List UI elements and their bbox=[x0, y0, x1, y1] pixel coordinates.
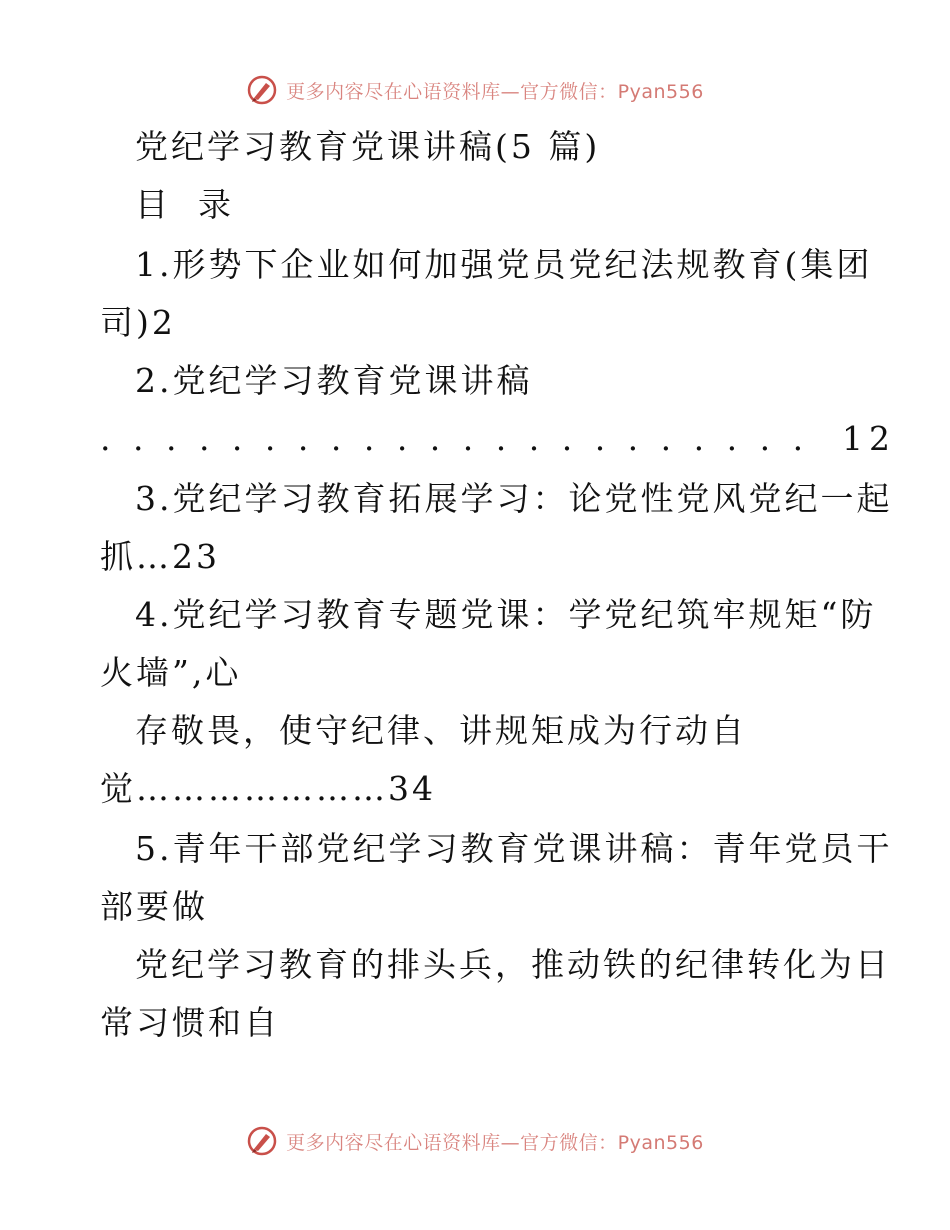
bottom-watermark-banner bbox=[0, 1121, 950, 1161]
watermark-text: 更多内容尽在心语资料库—官方微信：Pyan556 bbox=[286, 80, 704, 103]
pen-logo-icon bbox=[246, 74, 278, 106]
toc-line: 3.党纪学习教育拓展学习：论党性党风党纪一起 bbox=[135, 479, 893, 518]
toc-line: 1.形势下企业如何加强党员党纪法规教育(集团 bbox=[135, 245, 873, 284]
watermark-group bbox=[246, 1125, 704, 1157]
toc-line: 4.党纪学习教育专题党课：学党纪筑牢规矩“防 bbox=[135, 595, 877, 634]
toc-line: 火墙”,心 bbox=[100, 653, 242, 692]
toc-line: 存敬畏，使守纪律、讲规矩成为行动自 bbox=[135, 711, 747, 750]
document-title: 党纪学习教育党课讲稿(5 篇) bbox=[135, 127, 601, 166]
toc-line: 部要做 bbox=[100, 887, 208, 926]
pen-logo-icon bbox=[246, 1125, 278, 1157]
wechat-id: Pyan556 bbox=[617, 1131, 704, 1154]
watermark-group bbox=[246, 74, 704, 106]
toc-line: 2.党纪学习教育党课讲稿 bbox=[135, 361, 533, 400]
wechat-id: Pyan556 bbox=[617, 80, 704, 103]
toc-leader-dots: . . . . . . . . . . . . . . . . . . . . . . 12 bbox=[100, 419, 897, 458]
toc-line: 司)2 bbox=[100, 303, 176, 342]
top-watermark-banner bbox=[0, 70, 950, 110]
watermark-text: 更多内容尽在心语资料库—官方微信：Pyan556 bbox=[286, 1131, 704, 1154]
toc-heading: 目 录 bbox=[135, 185, 234, 224]
toc-line: 常习惯和自 bbox=[100, 1003, 280, 1042]
toc-line: 党纪学习教育的排头兵，推动铁的纪律转化为日 bbox=[135, 945, 891, 984]
toc-line: 觉…………………34 bbox=[100, 769, 436, 808]
toc-line: 5.青年干部党纪学习教育党课讲稿：青年党员干 bbox=[135, 829, 893, 868]
toc-line: 抓…23 bbox=[100, 537, 220, 576]
